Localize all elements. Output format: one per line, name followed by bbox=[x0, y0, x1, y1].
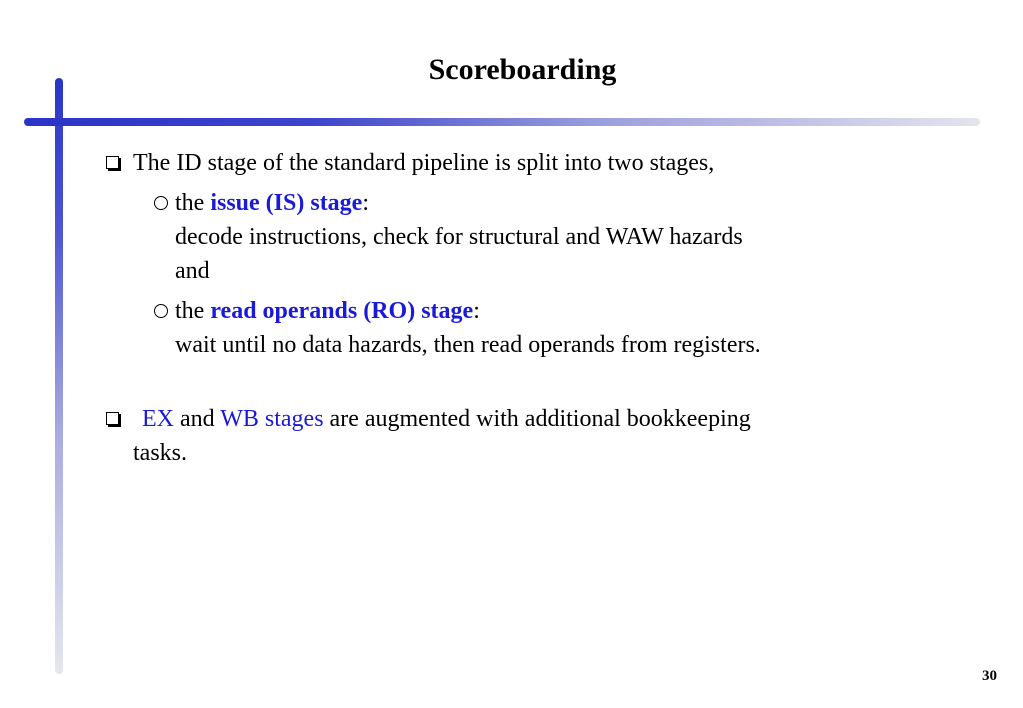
bullet-continuation: tasks. bbox=[133, 440, 187, 466]
and-word: and bbox=[180, 406, 215, 432]
sub-bullet-prefix: the bbox=[175, 298, 205, 324]
vertical-accent-bar bbox=[55, 78, 63, 674]
circle-bullet-icon bbox=[154, 196, 168, 210]
read-operands-stage-term: read operands (RO) stage bbox=[210, 298, 474, 324]
bullet-text: The ID stage of the standard pipeline is split into two stages, bbox=[133, 150, 715, 176]
issue-stage-description-cont: and bbox=[175, 258, 210, 284]
sub-bullet-prefix: the bbox=[175, 190, 205, 216]
slide-title: Scoreboarding bbox=[428, 53, 617, 86]
slide-content bbox=[106, 146, 966, 470]
bullet-ex-wb-stages bbox=[106, 402, 966, 470]
issue-stage-description: decode instructions, check for structural and WAW hazards bbox=[175, 224, 743, 250]
issue-stage-term: issue (IS) stage bbox=[210, 190, 363, 216]
bullet-id-stage bbox=[106, 146, 966, 180]
circle-bullet-icon bbox=[154, 304, 168, 318]
read-operands-stage-description: wait until no data hazards, then read operands from registers. bbox=[175, 332, 761, 358]
square-bullet-icon bbox=[106, 156, 119, 169]
ex-term: EX bbox=[142, 406, 174, 432]
sub-bullet-colon: : bbox=[473, 298, 480, 324]
sub-bullet-read-operands-stage bbox=[154, 294, 966, 362]
sub-bullet-issue-stage bbox=[154, 186, 966, 288]
bullet-rest: are augmented with additional bookkeeping bbox=[329, 406, 751, 432]
sub-bullet-colon: : bbox=[362, 190, 370, 216]
wb-stages-term: WB stages bbox=[220, 406, 324, 432]
square-bullet-icon bbox=[106, 412, 119, 425]
page-number: 30 bbox=[982, 668, 997, 684]
horizontal-accent-bar bbox=[24, 118, 980, 126]
